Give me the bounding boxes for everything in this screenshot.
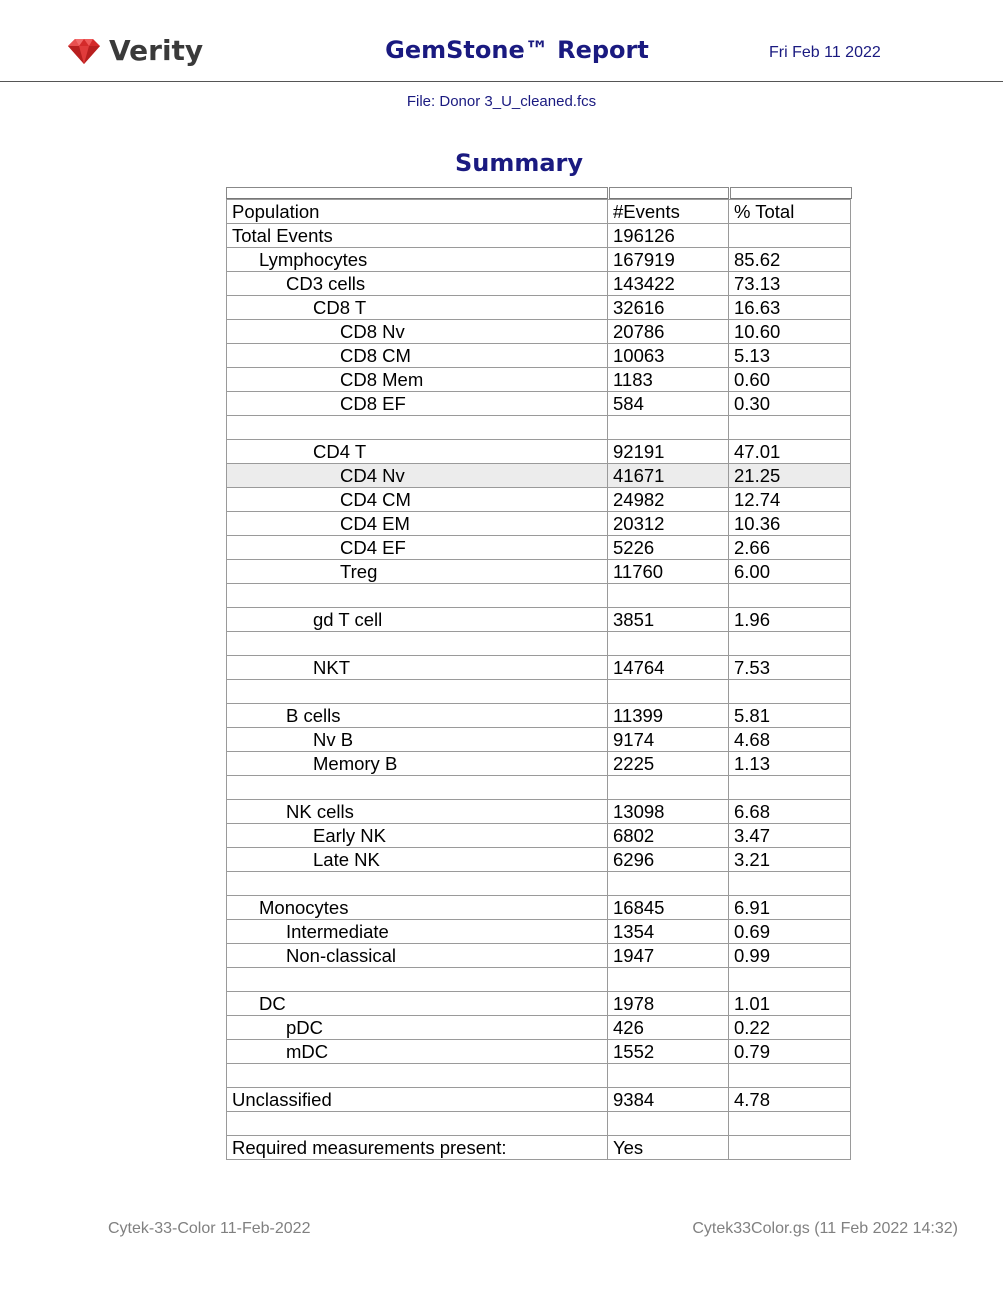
percent-total-cell xyxy=(729,584,851,608)
percent-total-cell: 85.62 xyxy=(729,248,851,272)
table-row xyxy=(227,464,851,488)
column-header-events: #Events xyxy=(608,200,729,224)
percent-total-cell xyxy=(729,1112,851,1136)
footer-panel-info: Cytek-33-Color 11-Feb-2022 xyxy=(108,1220,311,1237)
population-cell: Lymphocytes xyxy=(227,248,608,272)
events-cell: 14764 xyxy=(608,656,729,680)
table-row xyxy=(227,992,851,1016)
events-cell: 5226 xyxy=(608,536,729,560)
percent-total-cell: 2.66 xyxy=(729,536,851,560)
events-cell: 9384 xyxy=(608,1088,729,1112)
table-row xyxy=(227,392,851,416)
population-cell: NK cells xyxy=(227,800,608,824)
table-row xyxy=(227,656,851,680)
percent-total-cell: 7.53 xyxy=(729,656,851,680)
population-cell: CD4 T xyxy=(227,440,608,464)
events-cell xyxy=(608,776,729,800)
population-cell: CD8 CM xyxy=(227,344,608,368)
population-cell: Early NK xyxy=(227,824,608,848)
population-cell: CD8 T xyxy=(227,296,608,320)
events-cell: 6802 xyxy=(608,824,729,848)
population-cell xyxy=(227,1064,608,1088)
table-row xyxy=(227,1064,851,1088)
table-row xyxy=(227,1088,851,1112)
population-cell: Unclassified xyxy=(227,1088,608,1112)
table-row xyxy=(227,272,851,296)
population-cell: pDC xyxy=(227,1016,608,1040)
percent-total-cell: 6.68 xyxy=(729,800,851,824)
events-cell: 92191 xyxy=(608,440,729,464)
events-cell: 143422 xyxy=(608,272,729,296)
table-row xyxy=(227,1040,851,1064)
report-title: GemStone™ Report xyxy=(385,36,649,64)
percent-total-cell xyxy=(729,968,851,992)
population-cell xyxy=(227,1112,608,1136)
events-cell: 196126 xyxy=(608,224,729,248)
table-row xyxy=(227,512,851,536)
population-cell: DC xyxy=(227,992,608,1016)
population-cell: Nv B xyxy=(227,728,608,752)
percent-total-cell xyxy=(729,1064,851,1088)
events-cell: 9174 xyxy=(608,728,729,752)
percent-total-cell xyxy=(729,872,851,896)
table-row xyxy=(227,368,851,392)
events-cell: 584 xyxy=(608,392,729,416)
population-cell: Treg xyxy=(227,560,608,584)
percent-total-cell: 0.30 xyxy=(729,392,851,416)
percent-total-cell xyxy=(729,680,851,704)
percent-total-cell: 3.21 xyxy=(729,848,851,872)
population-cell xyxy=(227,632,608,656)
events-cell: 1947 xyxy=(608,944,729,968)
table-row xyxy=(227,440,851,464)
population-cell: Monocytes xyxy=(227,896,608,920)
population-cell xyxy=(227,680,608,704)
table-row xyxy=(227,680,851,704)
percent-total-cell xyxy=(729,632,851,656)
population-cell xyxy=(227,872,608,896)
events-cell: 20312 xyxy=(608,512,729,536)
summary-table xyxy=(226,199,851,1160)
table-row xyxy=(227,800,851,824)
percent-total-cell: 21.25 xyxy=(729,464,851,488)
table-row xyxy=(227,1112,851,1136)
events-cell: 6296 xyxy=(608,848,729,872)
population-cell: CD4 EM xyxy=(227,512,608,536)
population-cell: CD8 EF xyxy=(227,392,608,416)
events-cell: 167919 xyxy=(608,248,729,272)
population-cell: Late NK xyxy=(227,848,608,872)
population-cell: Non-classical xyxy=(227,944,608,968)
percent-total-cell: 12.74 xyxy=(729,488,851,512)
events-cell: 11760 xyxy=(608,560,729,584)
percent-total-cell: 10.60 xyxy=(729,320,851,344)
percent-total-cell: 3.47 xyxy=(729,824,851,848)
ruby-gem-icon xyxy=(66,37,102,65)
table-row xyxy=(227,920,851,944)
table-row xyxy=(227,824,851,848)
verity-logo xyxy=(66,34,203,67)
report-date: Fri Feb 11 2022 xyxy=(769,44,881,61)
events-cell: 1354 xyxy=(608,920,729,944)
population-cell: CD4 Nv xyxy=(227,464,608,488)
population-cell: Total Events xyxy=(227,224,608,248)
population-cell: gd T cell xyxy=(227,608,608,632)
percent-total-cell: 16.63 xyxy=(729,296,851,320)
percent-total-cell xyxy=(729,224,851,248)
percent-total-cell: 5.13 xyxy=(729,344,851,368)
table-row xyxy=(227,344,851,368)
population-cell: Intermediate xyxy=(227,920,608,944)
percent-total-cell: 0.60 xyxy=(729,368,851,392)
population-cell xyxy=(227,776,608,800)
table-row xyxy=(227,968,851,992)
percent-total-cell: 10.36 xyxy=(729,512,851,536)
population-cell: B cells xyxy=(227,704,608,728)
events-cell xyxy=(608,416,729,440)
table-row xyxy=(227,248,851,272)
percent-total-cell: 0.69 xyxy=(729,920,851,944)
column-header-total: % Total xyxy=(729,200,851,224)
events-cell: 11399 xyxy=(608,704,729,728)
percent-total-cell: 1.13 xyxy=(729,752,851,776)
events-cell: 10063 xyxy=(608,344,729,368)
events-cell: 13098 xyxy=(608,800,729,824)
table-row xyxy=(227,1016,851,1040)
population-cell: mDC xyxy=(227,1040,608,1064)
percent-total-cell xyxy=(729,776,851,800)
events-cell xyxy=(608,1064,729,1088)
header-divider xyxy=(0,81,1003,82)
percent-total-cell: 73.13 xyxy=(729,272,851,296)
population-cell: CD8 Mem xyxy=(227,368,608,392)
percent-total-cell: 4.78 xyxy=(729,1088,851,1112)
population-cell: CD8 Nv xyxy=(227,320,608,344)
table-row xyxy=(227,728,851,752)
events-cell: 426 xyxy=(608,1016,729,1040)
table-row xyxy=(227,1136,851,1160)
events-cell xyxy=(608,968,729,992)
percent-total-cell: 0.79 xyxy=(729,1040,851,1064)
events-cell xyxy=(608,872,729,896)
percent-total-cell: 4.68 xyxy=(729,728,851,752)
population-cell: CD4 CM xyxy=(227,488,608,512)
events-cell: 1978 xyxy=(608,992,729,1016)
percent-total-cell: 5.81 xyxy=(729,704,851,728)
table-row xyxy=(227,584,851,608)
percent-total-cell: 0.99 xyxy=(729,944,851,968)
top-box xyxy=(609,187,729,199)
percent-total-cell xyxy=(729,416,851,440)
population-cell: NKT xyxy=(227,656,608,680)
table-row xyxy=(227,608,851,632)
population-cell: CD4 EF xyxy=(227,536,608,560)
column-header-population: Population xyxy=(227,200,608,224)
table-row xyxy=(227,752,851,776)
events-cell: 1552 xyxy=(608,1040,729,1064)
events-cell: 32616 xyxy=(608,296,729,320)
percent-total-cell: 6.00 xyxy=(729,560,851,584)
events-cell: 1183 xyxy=(608,368,729,392)
table-row xyxy=(227,872,851,896)
percent-total-cell xyxy=(729,1136,851,1160)
population-cell: Required measurements present: xyxy=(227,1136,608,1160)
table-row xyxy=(227,320,851,344)
table-row xyxy=(227,488,851,512)
table-row xyxy=(227,776,851,800)
section-title: Summary xyxy=(454,149,584,177)
events-cell xyxy=(608,680,729,704)
table-row xyxy=(227,560,851,584)
table-row xyxy=(227,416,851,440)
events-cell: 2225 xyxy=(608,752,729,776)
table-header-row xyxy=(227,200,851,224)
population-cell xyxy=(227,584,608,608)
population-cell: Memory B xyxy=(227,752,608,776)
table-row xyxy=(227,944,851,968)
percent-total-cell: 6.91 xyxy=(729,896,851,920)
events-cell xyxy=(608,1112,729,1136)
events-cell xyxy=(608,632,729,656)
population-cell xyxy=(227,968,608,992)
events-cell: 3851 xyxy=(608,608,729,632)
logo-text: Verity xyxy=(109,34,204,67)
table-row xyxy=(227,536,851,560)
events-cell: Yes xyxy=(608,1136,729,1160)
events-cell: 41671 xyxy=(608,464,729,488)
table-row xyxy=(227,848,851,872)
events-cell: 20786 xyxy=(608,320,729,344)
table-row xyxy=(227,296,851,320)
events-cell xyxy=(608,584,729,608)
table-row xyxy=(227,704,851,728)
percent-total-cell: 0.22 xyxy=(729,1016,851,1040)
events-cell: 24982 xyxy=(608,488,729,512)
table-row xyxy=(227,632,851,656)
file-name: File: Donor 3_U_cleaned.fcs xyxy=(406,93,597,110)
percent-total-cell: 1.01 xyxy=(729,992,851,1016)
table-row xyxy=(227,896,851,920)
top-box xyxy=(226,187,608,199)
events-cell: 16845 xyxy=(608,896,729,920)
footer-script-info: Cytek33Color.gs (11 Feb 2022 14:32) xyxy=(692,1220,958,1237)
top-box xyxy=(730,187,852,199)
population-cell xyxy=(227,416,608,440)
population-cell: CD3 cells xyxy=(227,272,608,296)
table-top-boxes xyxy=(226,187,852,199)
table-row xyxy=(227,224,851,248)
percent-total-cell: 47.01 xyxy=(729,440,851,464)
percent-total-cell: 1.96 xyxy=(729,608,851,632)
